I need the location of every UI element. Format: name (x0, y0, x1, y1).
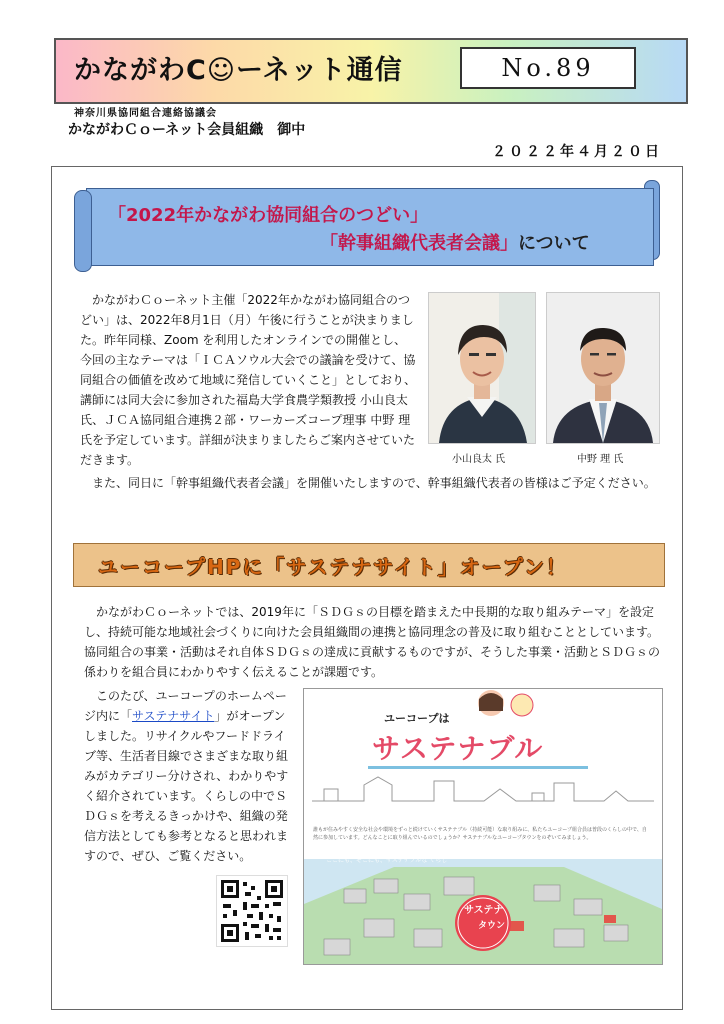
article1-heading-tail: について (518, 233, 590, 254)
photo-caption-koyama: 小山良太 氏 (452, 454, 506, 465)
screenshot-kicker: ユーコープは (384, 712, 450, 725)
sustainable-site-link[interactable]: サステナサイト (132, 709, 215, 723)
article1-heading-meeting: 「幹事組織代表者会議」 (320, 233, 518, 254)
issue-date: ２０２２年４月２０日 (492, 144, 662, 160)
article2-body: かながわＣｏーネットでは、2019年に「ＳＤＧｓの目標を踏まえた中長期的な取り組みテーマ」を設定し、持続可能な地域社会づくりに向けた会員組織間の連携と協同理念の普及に取り組むこととしています。協同組合の事業・活動はそれ自体ＳＤＧｓの達成に貢献するものですが、そうした事業・活動とＳＤＧｓの係わりを組合員にわかりやすく伝えることが課題です。 (84, 605, 661, 679)
article2-body-2 (84, 686, 297, 866)
scroll-roll-left (74, 190, 92, 272)
qr-code[interactable] (216, 875, 288, 947)
qr-code-icon (217, 876, 287, 946)
screenshot-town-label: サステナ (464, 905, 504, 916)
screenshot-title-underline (368, 766, 588, 769)
article1-heading-line2 (320, 229, 590, 255)
article1-heading-line1: 「2022年かながわ協同組合のつどい」 (108, 205, 429, 226)
article2-heading: ユーコープHPに「サステナサイト」オープン！ (98, 555, 568, 579)
speaker-photo-koyama (428, 292, 536, 444)
issue-number: No.89 (460, 47, 636, 89)
article2-body-2-post: 」がオープンしました。リサイクルやフードドライブ等、生活者目線でさまざまな取り組みがカテゴリー分けされ、わかりやすく紹介されています。くらしの中でＳＤＧｓを考えるきっかけや、組織の発信方法としても参考となると思われますので、ぜひ、ご覧ください。 (84, 709, 289, 863)
publisher-name: 神奈川県協同組合連絡協議会 (74, 108, 217, 119)
article1-body-2: また、同日に「幹事組織代表者会議」を開催いたしますので、幹事組織代表者の皆様はご予定ください。 (80, 476, 656, 490)
photo-caption-nakano: 中野 理 氏 (577, 454, 624, 465)
screenshot-title: サステナブル (372, 732, 544, 765)
addressee: かながわＣｏーネット会員組織 御中 (68, 122, 306, 138)
article2-body-2-pre: このたび、ユーコープのホームページ内に「 (84, 689, 287, 723)
screenshot-caption: 誰もが住みやすく安全な社会や環境をずっと続けていくサステナブル（持続可能）な取り組みに、私たちユーコープ組合員は普段のくらしの中で、自然に参加しています。どんなことに取り組んでいるのでしょうか？サステナブルなユーコープタウンをのぞいてみましょう。 (313, 827, 647, 841)
screenshot-town-label-2: タウン (478, 921, 506, 931)
article1-body: かながわＣｏーネット主催「2022年かながわ協同組合のつどい」は、2022年8月1日（月）午後に行うことが決まりました。昨年同様、Zoom を利用したオンラインでの開催とし、今回の主なテーマは「ＩＣＡソウル大会での議論を受けて、協同組合の価値を改めて地域に発信していくこと」としており、講師には同大会に参加された福島大学食農学類教授 小山良太氏、ＪＣＡ協同組合連携２部・ワーカーズコープ理事 中野 理氏を予定しています。詳細が決まりましたらご案内させていただきます。 (80, 293, 417, 467)
newsletter-title: かながわC☺ーネット通信 (74, 55, 403, 86)
speaker-photo-nakano (546, 292, 660, 444)
person-portrait-icon (429, 293, 535, 443)
person-portrait-icon (547, 293, 659, 443)
screenshot-town-note: ここにも、そこにも、サステナブルな くらし (326, 857, 448, 864)
